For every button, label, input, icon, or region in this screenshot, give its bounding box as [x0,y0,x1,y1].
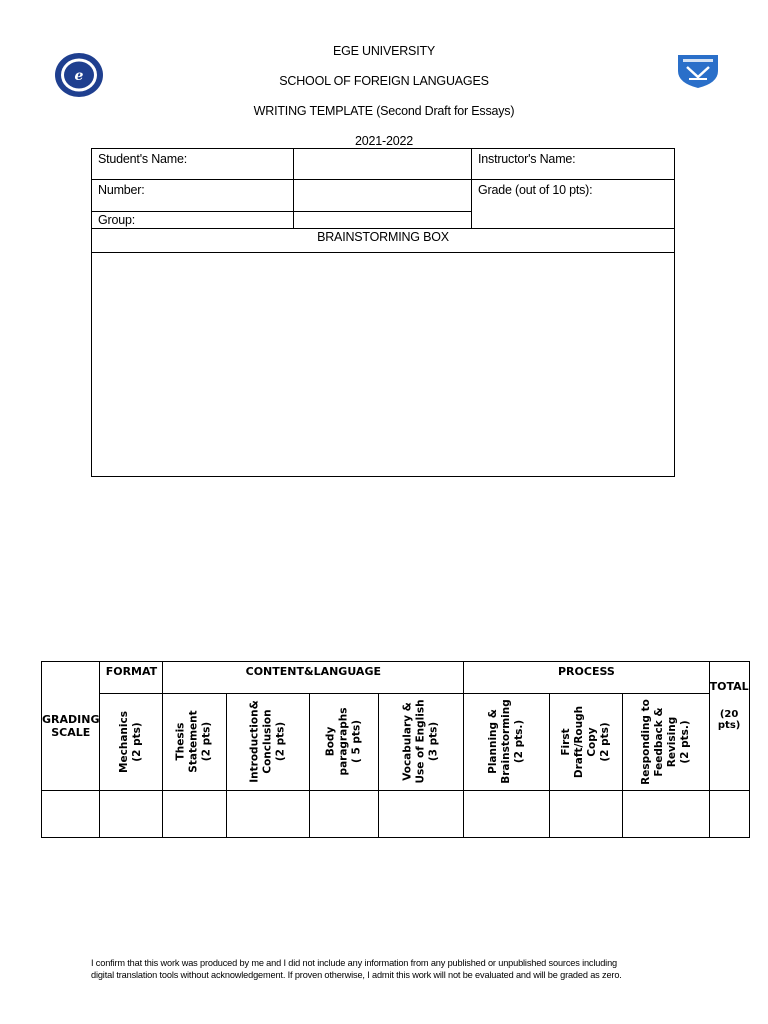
criterion-vocabulary [379,694,464,791]
grading-scale-line1: GRADING [42,712,100,726]
total-label: TOTAL [709,680,749,693]
score-cell-intro-conclusion[interactable] [226,790,309,837]
criterion-line: Brainstorming [499,699,512,785]
criterion-line: Feedback & [652,707,665,777]
criterion-line: Revising [665,716,678,768]
student-info-table [91,148,675,229]
score-cell-mechanics[interactable] [100,790,163,837]
criterion-intro-conclusion [226,694,309,791]
group-field[interactable] [294,211,472,228]
grading-scale-table [41,661,750,838]
score-cell-body[interactable] [310,790,379,837]
criterion-line: ( 5 pts) [350,720,363,764]
number-label: Number: [92,180,294,211]
criterion-line: paragraphs [337,707,350,776]
criterion-line: Introduction& [248,700,261,784]
instructor-name-label: Instructor's Name: [472,149,675,180]
grading-scale-line2: SCALE [51,725,91,739]
svg-text:e: e [74,68,84,84]
academic-integrity-statement [91,957,691,981]
criterion-mechanics [100,694,163,791]
school-title: SCHOOL OF FOREIGN LANGUAGES [279,74,489,88]
criterion-line: Draft/Rough [572,705,585,779]
brainstorming-title: BRAINSTORMING BOX [92,229,674,253]
process-header: PROCESS [464,662,709,694]
template-title: WRITING TEMPLATE (Second Draft for Essays) [253,104,515,118]
grade-label: Grade (out of 10 pts): [472,180,675,229]
criterion-line: Thesis [175,723,188,761]
criterion-body-paragraphs [310,694,379,791]
criterion-line: (3 pts) [427,722,440,762]
criterion-line: (2 pts.) [512,720,525,764]
score-cell-total[interactable] [709,790,749,837]
criterion-line: Vocabulary & [401,702,414,782]
criterion-thesis [163,694,226,791]
criterion-line: Planning & [486,709,499,775]
criterion-line: Body [324,727,337,757]
ege-university-seal-icon [54,52,104,103]
brainstorming-box[interactable] [91,228,675,477]
group-label: Group: [92,211,294,228]
academic-year: 2021-2022 [355,134,413,148]
score-cell-planning[interactable] [464,790,550,837]
criterion-line: Copy [585,727,598,757]
school-shield-logo-icon [675,53,721,94]
statement-line2: digital translation tools without acknowledgement. If proven otherwise, I admit this work will not be evaluated and will be graded as zero. [91,970,622,980]
criterion-line: Statement [188,710,201,774]
format-header: FORMAT [100,662,163,694]
total-points-label: (20 pts) [717,709,741,731]
number-field[interactable] [294,180,472,211]
statement-line1: I confirm that this work was produced by me and I did not include any information from any published or unpublished sources including [91,958,617,968]
criterion-line: Conclusion [261,709,274,775]
criterion-responding-feedback [622,694,709,791]
criterion-line: Responding to [639,699,652,785]
score-cell-first-draft[interactable] [549,790,622,837]
score-cell-grading-scale [42,790,100,837]
criterion-planning [464,694,550,791]
score-cell-thesis[interactable] [163,790,226,837]
total-header [709,662,749,791]
criterion-first-draft [549,694,622,791]
criterion-line: Mechanics [118,710,131,773]
criterion-line: (2 pts) [131,722,144,762]
student-name-field[interactable] [294,149,472,180]
criterion-line: (2 pts) [274,722,287,762]
criterion-line: (2 pts) [201,722,214,762]
student-name-label: Student's Name: [92,149,294,180]
score-cell-responding[interactable] [622,790,709,837]
score-cell-vocabulary[interactable] [379,790,464,837]
criterion-line: (2 pts) [598,722,611,762]
grading-scale-label [42,662,100,791]
criterion-line: Use of English [414,699,427,784]
university-title: EGE UNIVERSITY [332,44,436,58]
criterion-line: (2 pts.) [678,720,691,764]
criterion-line: First [559,728,572,756]
content-language-header: CONTENT&LANGUAGE [163,662,464,694]
